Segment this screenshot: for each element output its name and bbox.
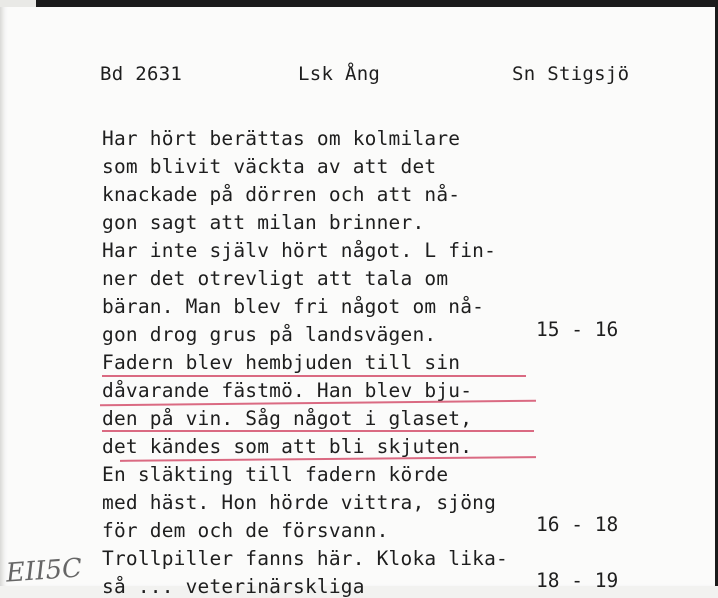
highlight-underline [102, 430, 534, 432]
text-line: knackade på dörren och att nå- [102, 183, 461, 206]
handwritten-margin-note: EII5C [5, 553, 83, 589]
text-line: Trollpiller fanns här. Kloka lika- [102, 547, 508, 570]
text-line: så ... veterinärskliga [102, 575, 365, 598]
text-line: för dem och de försvann. [102, 519, 389, 542]
page-reference: 18 - 19 [536, 569, 619, 592]
region-code: Lsk Ång [298, 63, 381, 85]
text-line: dåvarande fästmö. Han blev bju- [102, 379, 473, 402]
text-line: ner det otrevligt att tala om [102, 267, 449, 290]
text-line: gon drog grus på landsvägen. [102, 323, 437, 346]
text-line: En släkting till fadern körde [102, 463, 449, 486]
text-line: den på vin. Såg något i glaset, [102, 407, 473, 430]
text-line: Har inte själv hört något. L fin- [102, 239, 497, 262]
scan-top-edge [0, 0, 718, 7]
highlight-underline [102, 375, 526, 377]
text-line: Har hört berättas om kolmilare [102, 127, 461, 150]
text-line: det kändes som att bli skjuten. [102, 435, 473, 458]
scan-top-gap [0, 0, 36, 7]
parish-name: Sn Stigsjö [512, 63, 630, 85]
page-reference: 15 - 16 [536, 318, 619, 341]
text-line: Fadern blev hembjuden till sin [102, 351, 461, 374]
text-line: gon sagt att milan brinner. [102, 211, 425, 234]
text-line: bäran. Man blev fri något om nå- [102, 295, 485, 318]
page-reference: 16 - 18 [536, 513, 619, 536]
record-id: Bd 2631 [100, 63, 183, 85]
text-line: med häst. Hon hörde vittra, sjöng [102, 491, 497, 514]
text-line: som blivit väckta av att det [102, 155, 437, 178]
